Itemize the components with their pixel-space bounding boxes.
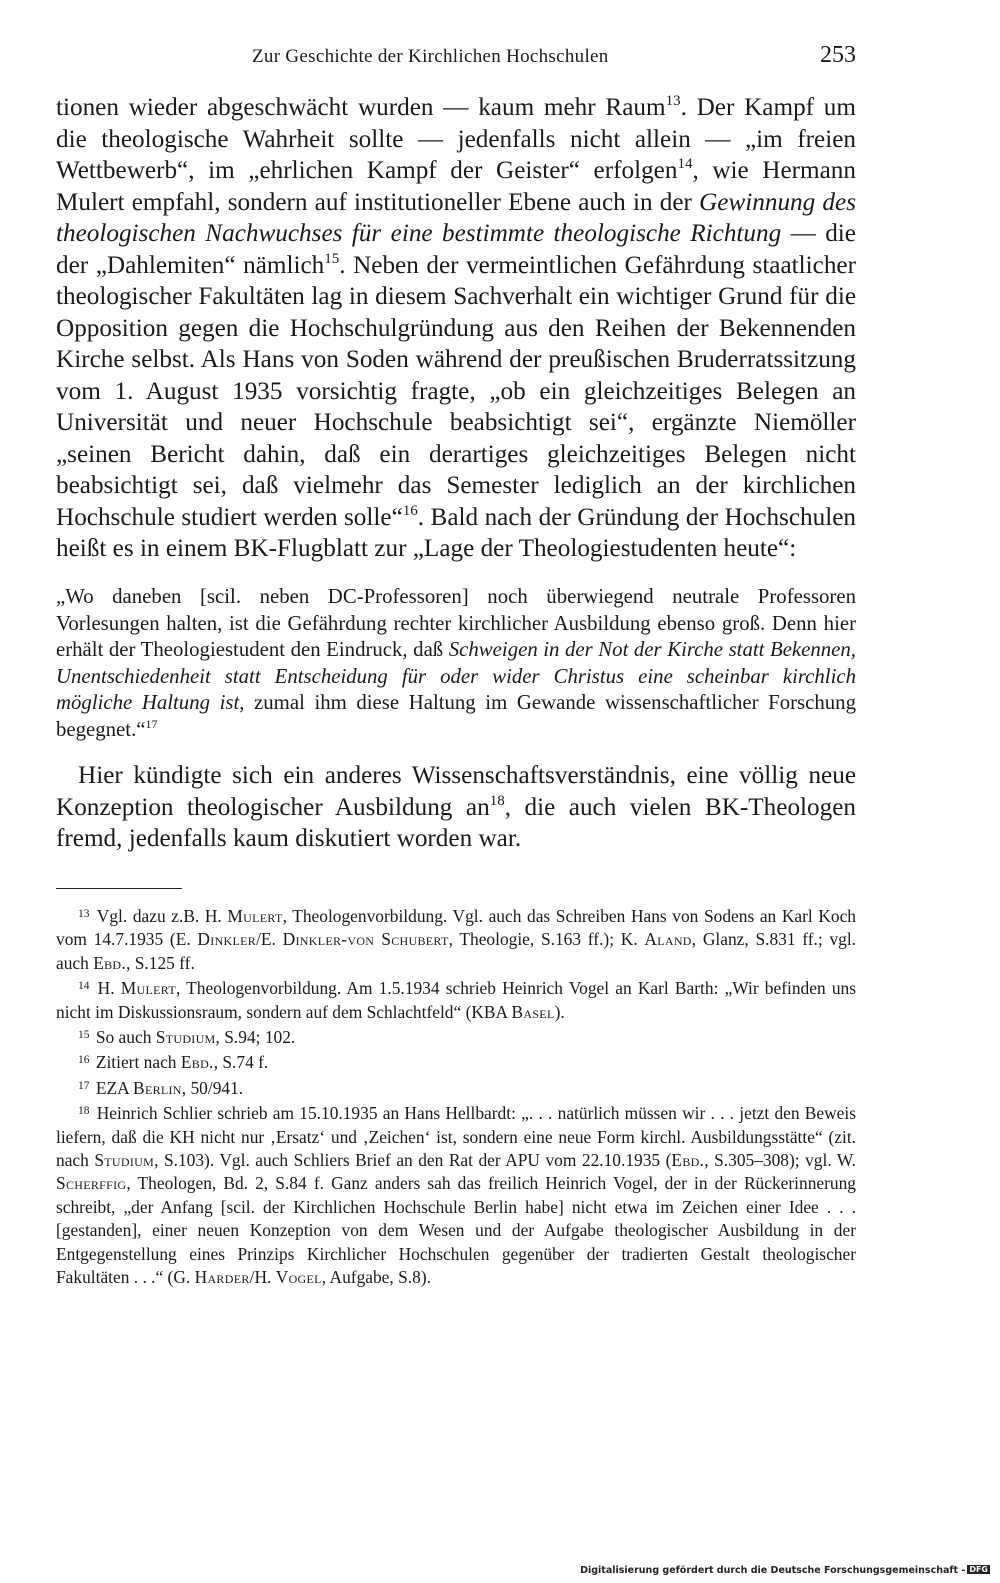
emphasis-text: Schweigen in der Not der Kirche statt Bekennen, Unentschiedenheit statt Entscheidung für oder wider Christus eine scheinbar kirchlich mögliche Haltung ist, xyxy=(56,638,856,714)
footnote-number: 13 xyxy=(78,908,90,920)
footnote-separator xyxy=(56,888,182,889)
body-paragraph-2 xyxy=(56,760,856,855)
footnote-number: 15 xyxy=(78,1029,90,1042)
footnote-14 xyxy=(56,975,856,1024)
reference-abbrev: Ebd. xyxy=(180,1052,214,1073)
running-head xyxy=(56,42,856,76)
text-span: , S.125 ff. xyxy=(126,952,195,973)
text-span: Heinrich Schlier schrieb am 15.10.1935 an Hans Hellbardt: „. . . natürlich müssen wir . . . jetzt den Beweis liefern, daß die KH nicht nur ‚Ersatz‘ und ‚Zeichen‘ ist, sondern eine neue Form kirchl. Ausbildungsstätte“ (zit. nach xyxy=(56,1103,856,1171)
text-span: , 50/941. xyxy=(181,1077,244,1098)
text-span: . Der Kampf um die theologische Wahrheit sollte — jedenfalls nicht allein — „im freien Wettbewerb“, im „ehrlichen Kampf der Geister“ erfolgen xyxy=(56,94,856,184)
body-paragraph xyxy=(56,92,856,565)
footnote-number: 17 xyxy=(78,1079,90,1092)
footnote-13 xyxy=(56,903,856,975)
text-span: Vgl. dazu z.B. H. xyxy=(91,906,228,926)
text-span: . Neben der vermeintlichen Gefährdung staatlicher theologischer Fakultäten lag in diesem Sachverhalt ein wichtiger Grund für die Opposition gegen die Hochschulgründung aus den Reihen der Bekennenden Kirche selbst. Als Hans von Soden während der preußischen Bruderratssitzung vom 1. August 1935 vorsichtig fragte, „ob ein gleichzeitiges Belegen an Universität und neuer Hochschule beabsichtigt sei“, ergänzte Niemöller „seinen Bericht dahin, daß ein derartiges gleichzeitiges Belegen nicht beabsichtigt sei, daß vielmehr das Semester lediglich an der kirchlichen Hochschule studiert werden solle“ xyxy=(56,251,857,531)
footnote-18 xyxy=(56,1100,856,1289)
text-span: , die auch vielen BK-Theologen fremd, jedenfalls kaum diskutiert worden war. xyxy=(56,793,856,852)
footnote-number: 16 xyxy=(78,1054,90,1067)
footnote-ref-14[interactable]: 14 xyxy=(677,156,693,172)
author-name: Dinkler-von Schubert xyxy=(282,929,449,950)
digitization-note: Digitalisierung gefördert durch die Deutsche Forschungsgemeinschaft - xyxy=(580,1565,966,1576)
page-number: 253 xyxy=(820,42,856,68)
text-span: zumal ihm diese Haltung im Gewande wissenschaftlicher Forschung begegnet.“ xyxy=(56,691,856,741)
footnote-number: 18 xyxy=(78,1105,90,1118)
author-name: Aland xyxy=(644,929,692,950)
text-span: Zitiert nach xyxy=(91,1052,181,1073)
reference-abbrev: Studium xyxy=(155,1027,216,1048)
text-span: , Theologenvorbildung. Vgl. auch das Schreiben Hans von Sodens an Karl Koch vom 14.7.1935 (E. xyxy=(56,906,857,950)
footnotes xyxy=(56,903,856,1290)
reference-abbrev: Studium xyxy=(94,1150,155,1171)
archive-name: Berlin xyxy=(133,1077,182,1098)
footnote-17 xyxy=(56,1075,856,1100)
footnote-ref-13[interactable]: 13 xyxy=(665,93,681,109)
text-span: , wie Hermann Mulert empfahl, sondern auf institutioneller Ebene auch in der xyxy=(56,157,856,216)
running-title: Zur Geschichte der Kirchlichen Hochschulen xyxy=(252,46,609,67)
author-name: Scherffig xyxy=(56,1173,127,1194)
text-span: Hier kündigte sich ein anderes Wissenschaftsverständnis, eine völlig neue Konzeption theologischer Ausbildung an xyxy=(56,762,856,821)
text-span: , S.305–308); vgl. W. xyxy=(704,1150,857,1171)
text-span: , Theologen, Bd. 2, S.84 f. Ganz anders sah das freilich Heinrich Vogel, der in der Rückerinnerung schreibt, „der Anfang [scil. der Kirchlichen Hochschule Berlin habe] nicht etwa im Zeichen einer Idee . . . [gestanden], einer neuen Konzeption von dem Wesen und der Aufgabe theologischer Ausbildung in der Entgegenstellung eines Prinzips Kirchlicher Hochschulen gegenüber der tradierten Gestalt theologischer Fakultäten . . .“ (G. xyxy=(56,1173,856,1288)
text-span: , Aufgabe, S.8). xyxy=(321,1267,431,1288)
footnote-ref-16[interactable]: 16 xyxy=(402,502,418,519)
author-name: Mulert xyxy=(120,978,176,999)
footnote-ref-18[interactable]: 18 xyxy=(489,792,505,809)
text-span: , Glanz, S.831 ff.; vgl. auch xyxy=(56,929,857,973)
text-span: , S.74 f. xyxy=(213,1052,269,1073)
paragraph-1 xyxy=(56,92,856,565)
reference-abbrev: Ebd. xyxy=(93,952,127,973)
block-quote xyxy=(56,584,856,743)
text-span: tionen wieder abgeschwächt wurden — kaum mehr Raum xyxy=(56,94,666,121)
digitization-footer xyxy=(580,1565,990,1579)
footnote-16 xyxy=(56,1049,856,1074)
text-span: So auch xyxy=(91,1027,156,1048)
text-span: H. xyxy=(91,978,121,999)
footnote-number: 14 xyxy=(78,980,90,993)
text-span: ). xyxy=(554,1001,565,1022)
text-span: /H. xyxy=(249,1267,276,1288)
text-span: , S.103). Vgl. auch Schliers Brief an den Rat der APU vom 22.10.1935 ( xyxy=(154,1150,672,1171)
text-span: , Theologie, S.163 ff.); K. xyxy=(448,929,645,950)
quote-text xyxy=(56,584,856,743)
reference-abbrev: Ebd. xyxy=(671,1150,705,1171)
emphasis-text: Gewinnung des theologischen Nachwuchses für eine bestimmte theologische Richtung xyxy=(56,188,856,247)
author-name: Vogel xyxy=(275,1267,322,1288)
footnote-15 xyxy=(56,1024,856,1049)
archive-name: Basel xyxy=(511,1001,555,1022)
footnote-ref-17[interactable]: 17 xyxy=(145,716,158,731)
text-span: EZA xyxy=(91,1077,134,1098)
author-name: Dinkler xyxy=(197,929,257,950)
text-span: — die der „Dahlemiten“ nämlich xyxy=(56,220,856,279)
author-name: Harder xyxy=(194,1267,250,1288)
author-name: Mulert xyxy=(227,906,283,926)
text-span: „Wo daneben [scil. neben DC-Professoren] noch überwiegend neutrale Professoren Vorlesungen halten, ist die Gefährdung rechter kirchlicher Ausbildung ebenso groß. Denn hier erhält der Theologiestudent den Eindruck, daß xyxy=(56,585,856,661)
text-span: , Theologenvorbildung. Am 1.5.1934 schrieb Heinrich Vogel an Karl Barth: „Wir befinden uns nicht im Diskussionsraum, sondern auf dem Schlachtfeld“ (KBA xyxy=(56,978,856,1022)
text-span: /E. xyxy=(256,929,283,950)
text-span: , S.94; 102. xyxy=(215,1027,296,1048)
text-span: . Bald nach der Gründung der Hochschulen heißt es in einem BK-Flugblatt zur „Lage der Theologiestudenten heute“: xyxy=(56,503,857,562)
paragraph-2 xyxy=(56,760,856,855)
footnote-ref-15[interactable]: 15 xyxy=(324,250,340,267)
dfg-logo: DFG xyxy=(969,1565,988,1574)
